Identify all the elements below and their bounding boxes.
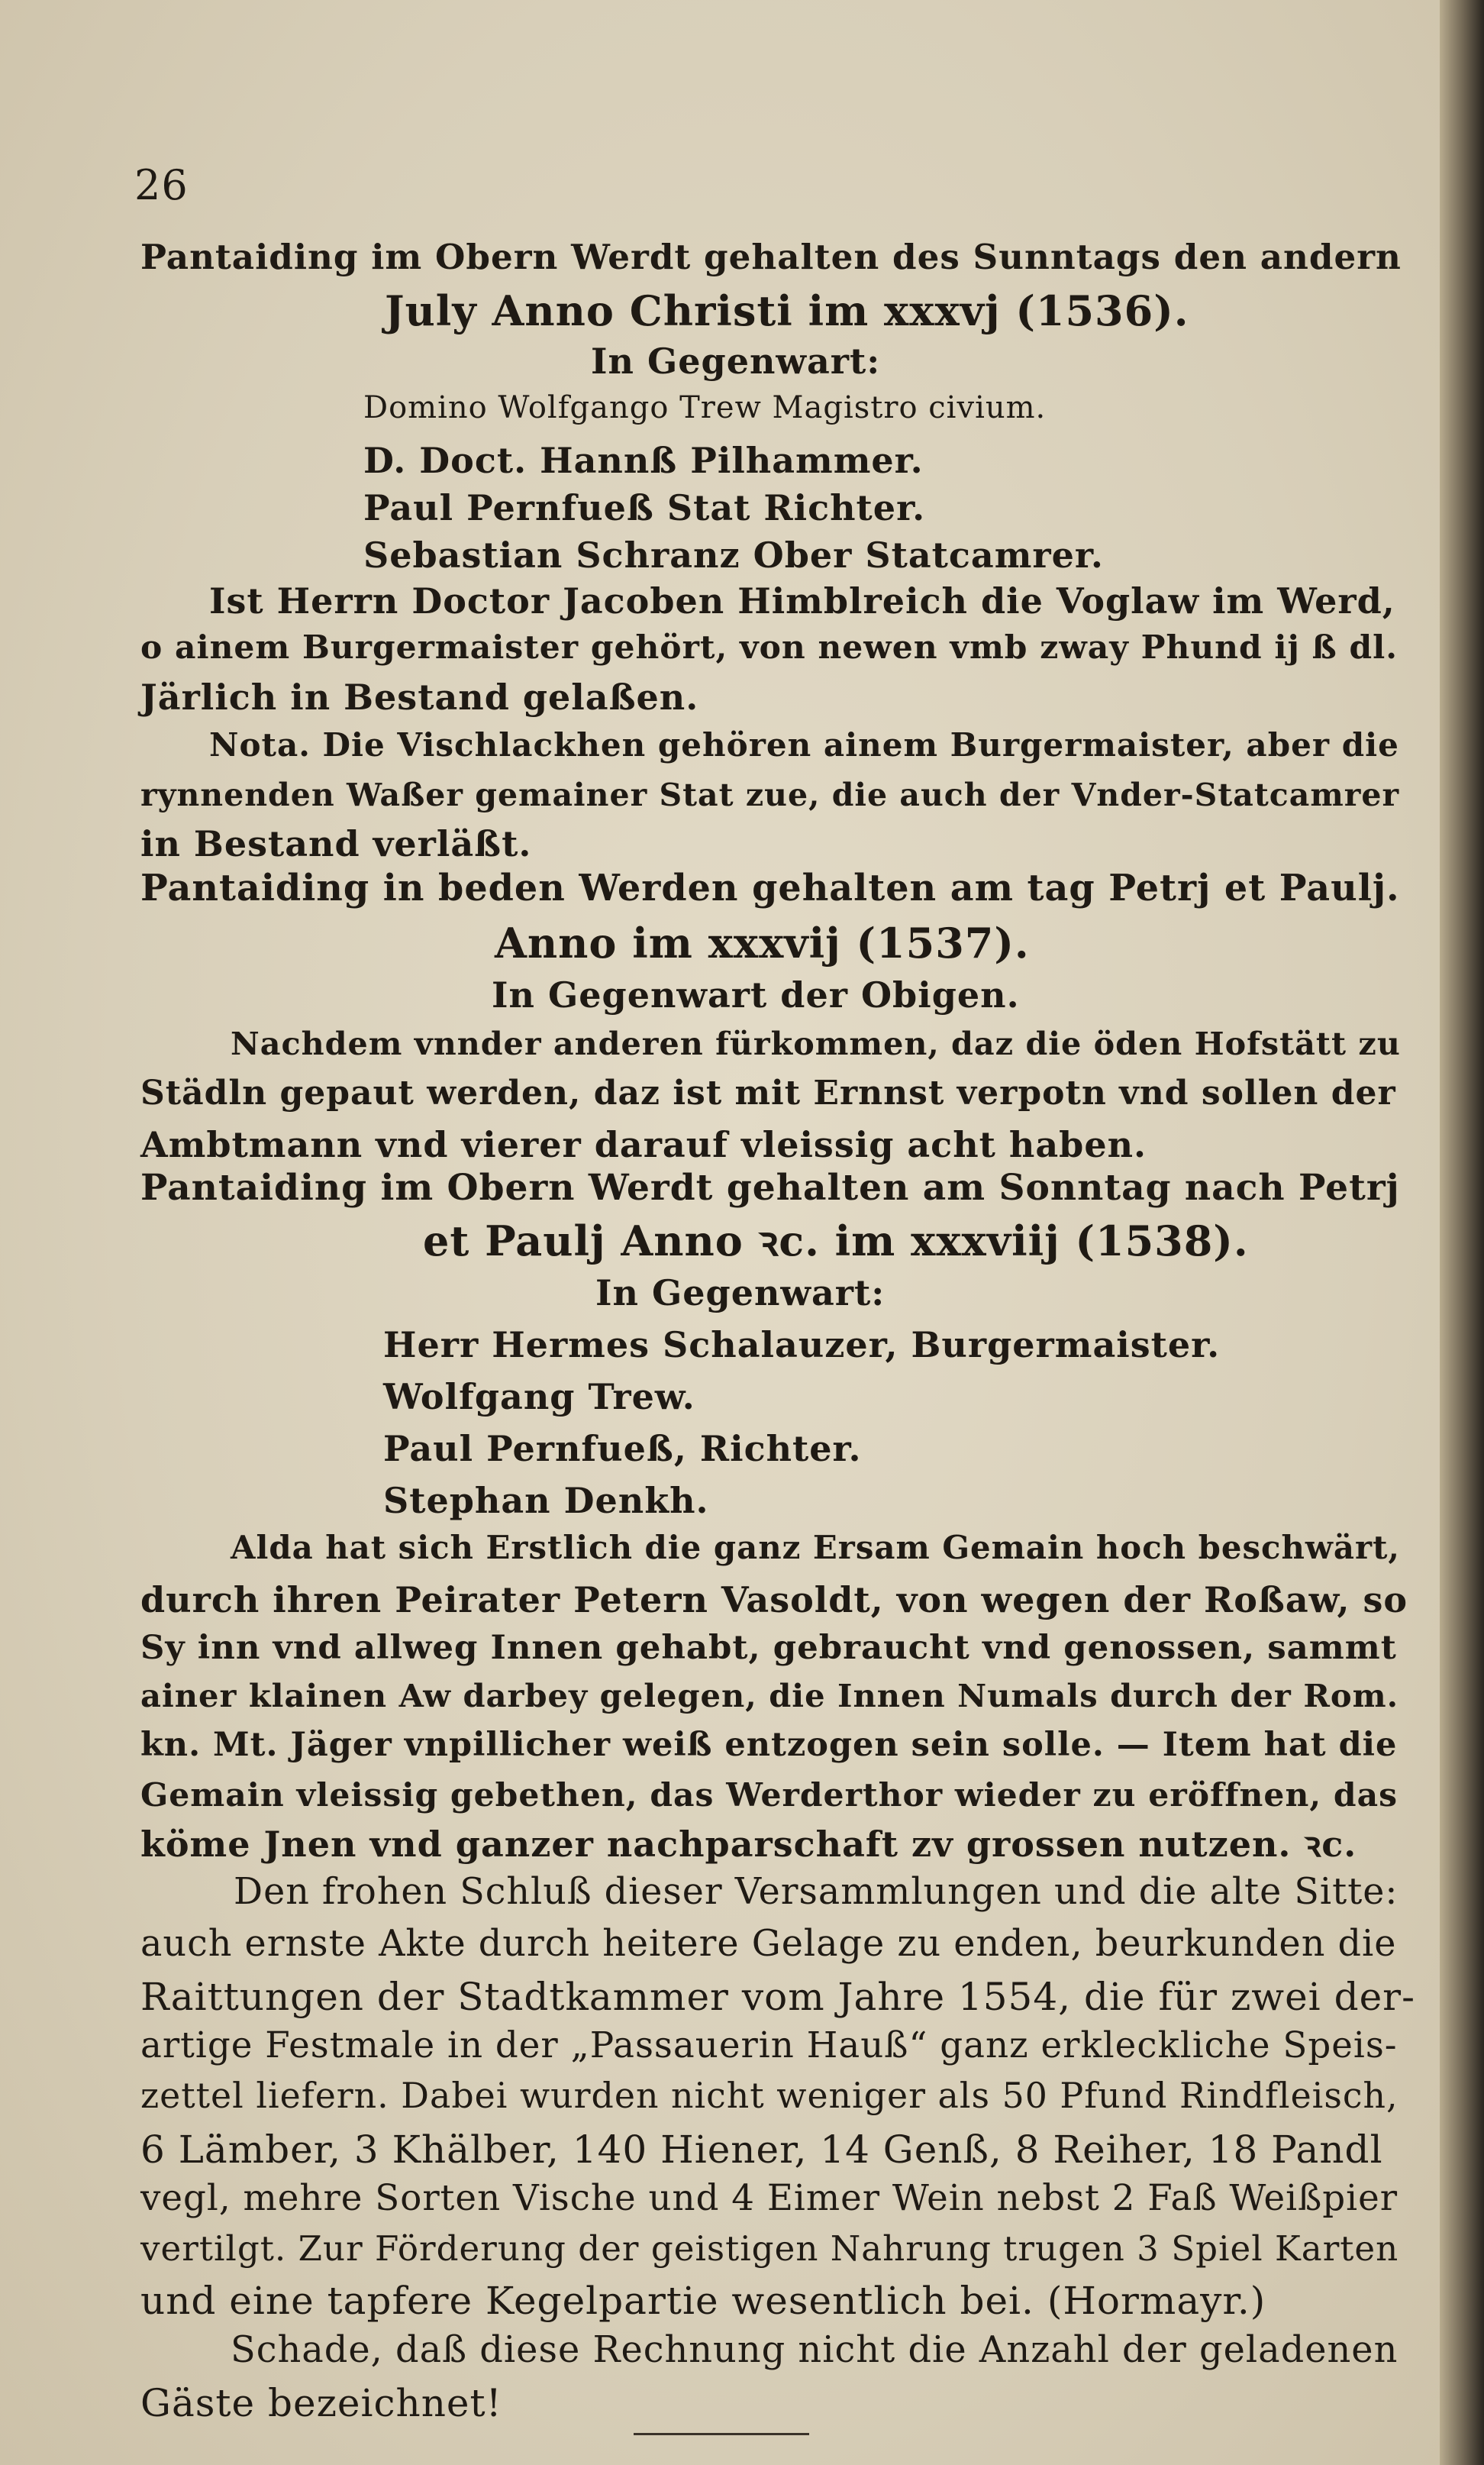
attendee-line: Domino Wolfgango Trew Magistro civium.: [363, 390, 1047, 425]
attendee-line: Sebastian Schranz Ober Statcamrer.: [363, 535, 1104, 576]
paragraph-line: Nachdem vnnder anderen fürkommen, daz die öden Hofstätt zu: [231, 1025, 1401, 1062]
paragraph-line: Järlich in Bestand gelaßen.: [140, 677, 699, 718]
paragraph-line: Sy inn vnd allweg Innen gehabt, gebraucht vnd genossen, sammt: [140, 1628, 1397, 1667]
attendee-line: Wolfgang Trew.: [383, 1376, 695, 1417]
commentary-line: Den frohen Schluß dieser Versammlungen und die alte Sitte:: [234, 1871, 1399, 1913]
paragraph-line: Ambtmann vnd vierer darauf vleissig acht haben.: [140, 1124, 1147, 1165]
attendee-line: Paul Pernfueß Stat Richter.: [363, 487, 926, 528]
closing-rule: [634, 2433, 809, 2435]
attendance-heading: In Gegenwart der Obigen.: [492, 974, 1020, 1016]
nota-line: Nota. Die Vischlackhen gehören ainem Burgermaister, aber die: [209, 725, 1399, 764]
paragraph-line: Alda hat sich Erstlich die ganz Ersam Gemain hoch beschwärt,: [231, 1529, 1400, 1566]
paragraph-line: Städln gepaut werden, daz ist mit Ernnst verpotn vnd sollen der: [140, 1074, 1396, 1113]
paragraph-line: in Bestand verläßt.: [140, 823, 532, 864]
heading-1538-line-2: et Paulj Anno ꝛc. im xxxviij (1538).: [423, 1216, 1249, 1265]
attendance-heading: In Gegenwart:: [595, 1272, 886, 1313]
commentary-line: 6 Lämber, 3 Khälber, 140 Hiener, 14 Genß, 8 Reiher, 18 Pandl: [140, 2127, 1383, 2172]
commentary-line: Gäste bezeichnet!: [140, 2381, 502, 2425]
paragraph-line: durch ihren Peirater Petern Vasoldt, von wegen der Roßaw, so: [140, 1579, 1408, 1620]
attendance-heading: In Gegenwart:: [591, 341, 881, 382]
commentary-line: auch ernste Akte durch heitere Gelage zu enden, beurkunden die: [140, 1923, 1397, 1965]
heading-1537-line-1: Pantaiding in beden Werden gehalten am tag Petrj et Paulj.: [140, 867, 1400, 909]
paragraph-line: Ist Herrn Doctor Jacoben Himblreich die Voglaw im Werd,: [209, 580, 1395, 622]
paragraph-line: rynnenden Waßer gemainer Stat zue, die auch der Vnder-Statcamrer: [140, 776, 1400, 813]
page-number: 26: [134, 161, 189, 209]
attendee-line: Stephan Denkh.: [383, 1480, 709, 1521]
attendee-line: D. Doct. Hannß Pilhammer.: [363, 440, 924, 481]
heading-1536-line-2: July Anno Christi im xxxvj (1536).: [385, 286, 1189, 335]
attendee-line: Herr Hermes Schalauzer, Burgermaister.: [383, 1324, 1221, 1365]
commentary-line: Schade, daß diese Rechnung nicht die Anzahl der geladenen: [231, 2329, 1399, 2371]
heading-1536-line-1: Pantaiding im Obern Werdt gehalten des Sunntags den andern: [140, 237, 1402, 277]
commentary-line: artige Festmale in der „Passauerin Hauß“ ganz erkleckliche Speis-: [140, 2025, 1398, 2066]
paragraph-line: Gemain vleissig gebethen, das Werderthor wieder zu eröffnen, das: [140, 1776, 1399, 1814]
attendee-line: Paul Pernfueß, Richter.: [383, 1428, 862, 1469]
commentary-line: vegl, mehre Sorten Vische und 4 Eimer Wein nebst 2 Faß Weißpier: [140, 2178, 1399, 2219]
commentary-line: und eine tapfere Kegelpartie wesentlich bei. (Hormayr.): [140, 2279, 1266, 2323]
heading-1538-line-1: Pantaiding im Obern Werdt gehalten am Sonntag nach Petrj: [140, 1167, 1400, 1209]
commentary-line: vertilgt. Zur Förderung der geistigen Nahrung trugen 3 Spiel Karten: [140, 2228, 1399, 2269]
commentary-line: zettel liefern. Dabei wurden nicht weniger als 50 Pfund Rindfleisch,: [140, 2075, 1399, 2116]
paragraph-line: köme Jnen vnd ganzer nachparschaft zv grossen nutzen. ꝛc.: [140, 1824, 1357, 1865]
paragraph-line: ainer klainen Aw darbey gelegen, die Innen Numals durch der Rom.: [140, 1677, 1399, 1714]
commentary-line: Raittungen der Stadtkammer vom Jahre 1554, die für zwei der-: [140, 1975, 1415, 2019]
paragraph-line: o ainem Burgermaister gehört, von newen vmb zway Phund ij ß dl.: [140, 628, 1399, 666]
heading-1537-line-2: Anno im xxxvij (1537).: [495, 919, 1030, 968]
paragraph-line: kn. Mt. Jäger vnpillicher weiß entzogen sein solle. — Item hat die: [140, 1726, 1398, 1764]
